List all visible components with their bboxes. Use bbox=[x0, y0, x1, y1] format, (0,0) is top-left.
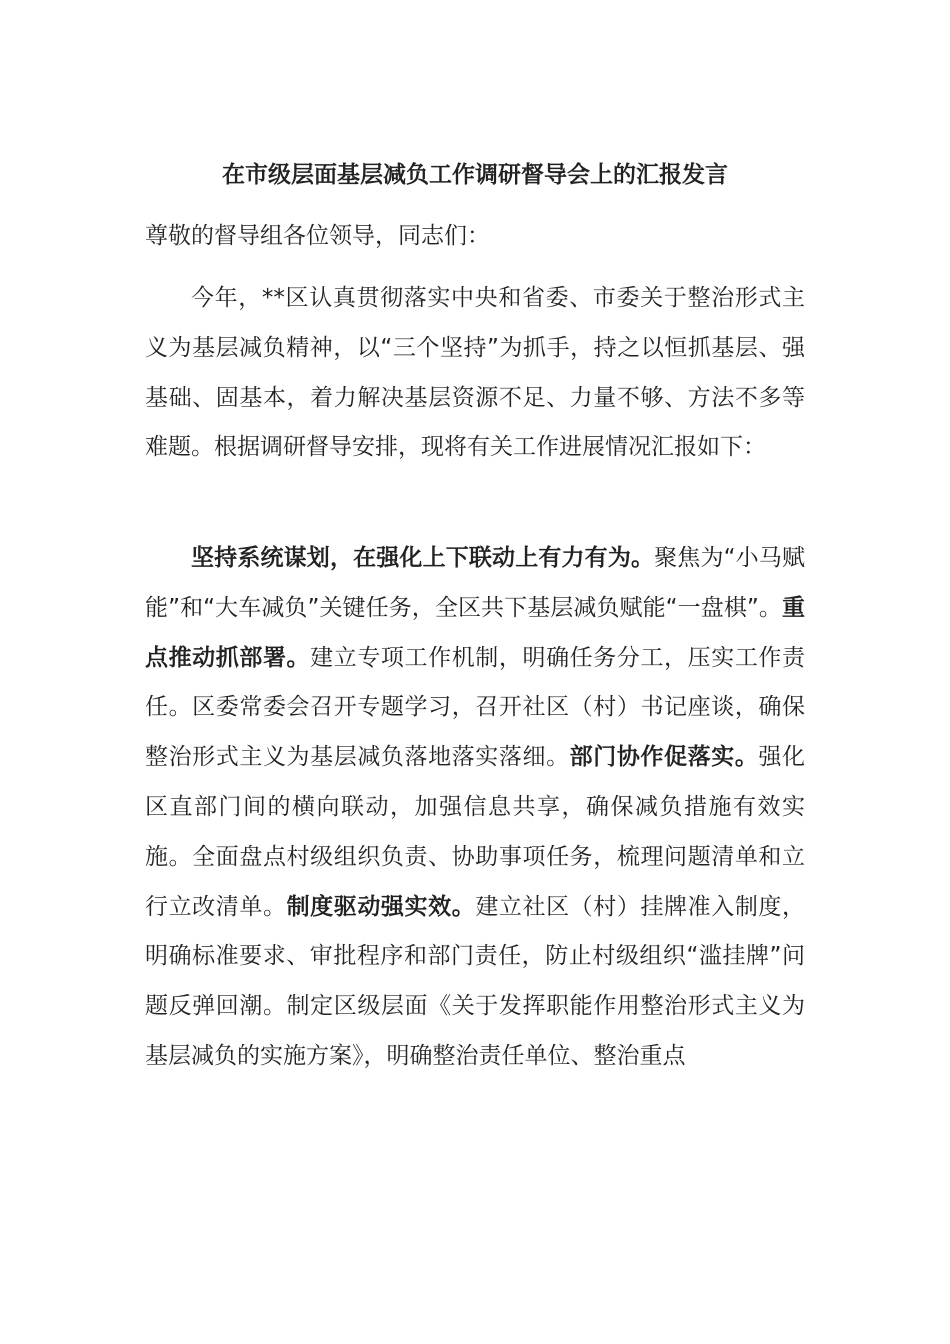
subsection-2-text: 强化区直部门间的横向联动，加强信息共享，确保减负措施有效实施。全面盘点村级组织负责、协助事项任务，梳理问题清单和立行立改清单。 bbox=[145, 744, 806, 920]
subsection-1-text: 建立专项工作机制，明确任务分工，压实工作责任。区委常委会召开专题学习，召开社区（村）书记座谈，确保整治形式主义为基层减负落地落实落细。 bbox=[145, 644, 806, 771]
document-title: 在市级层面基层减负工作调研督导会上的汇报发言 bbox=[222, 162, 728, 188]
section-1-heading: 坚持系统谋划，在强化上下联动上有力有为。 bbox=[191, 545, 655, 571]
section-1-paragraph bbox=[145, 534, 805, 1082]
section-1-text: 聚焦为“小马赋能”和“大车减负”关键任务，全区共下基层减负赋能“一盘棋”。 bbox=[145, 545, 805, 621]
subsection-3-heading: 制度驱动强实效。 bbox=[286, 893, 476, 920]
intro-paragraph: 今年，**区认真贯彻落实中央和省委、市委关于整治形式主义为基层减负精神，以“三个坚持”为抓手，持之以恒抓基层、强基础、固基本，着力解决基层资源不足、力量不够、方法不多等难题。根据调研督导安排，现将有关工作进展情况汇报如下： bbox=[145, 285, 805, 461]
subsection-2-heading: 部门协作促落实。 bbox=[569, 744, 759, 771]
subsection-3-text: 建立社区（村）挂牌准入制度，明确标准要求、审批程序和部门责任，防止村级组织“滥挂牌”问题反弹回潮。制定区级层面《关于发挥职能作用整治形式主义为基层减负的实施方案》，明确整治责任单位、整治重点 bbox=[145, 893, 806, 1069]
salutation: 尊敬的督导组各位领导，同志们： bbox=[145, 223, 490, 249]
subsection-1-heading: 重点推动抓部署。 bbox=[145, 594, 805, 671]
